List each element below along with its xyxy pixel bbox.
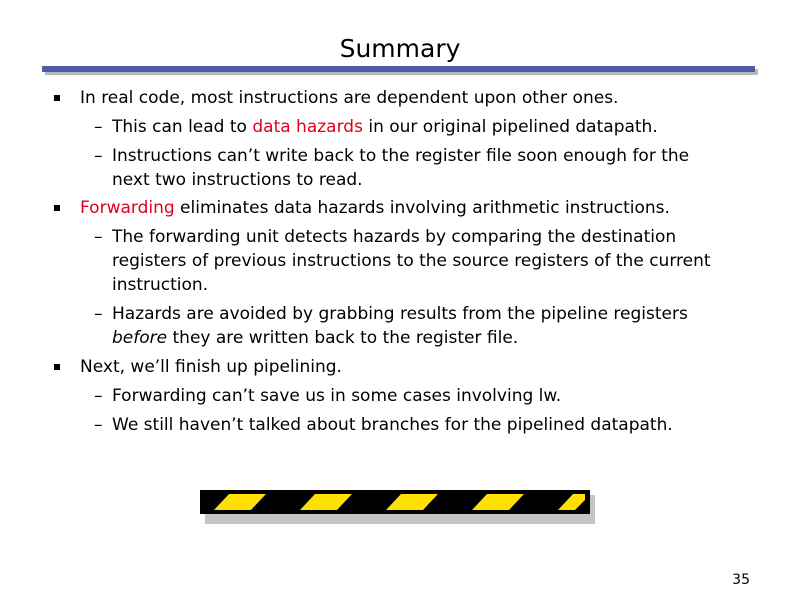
bullet-2-text: eliminates data hazards involving arithmetic instructions. [174,198,670,218]
bullet-2-sub-2 [94,302,762,350]
dash-bullet-icon: – [94,146,103,166]
square-bullet-icon [54,205,60,211]
sub-line-1: The forwarding unit detects hazards by comparing the destination [112,227,677,247]
bullet-3-sub-2 [94,413,762,437]
sub-text: We still haven’t talked about branches for the pipelined datapath. [112,415,673,435]
sub-text-pre: This can lead to [112,117,253,137]
bullet-1-sub-2 [94,144,762,192]
bullet-2-sub-1 [94,225,762,297]
bullet-1 [80,86,770,110]
sub-line-1: Hazards are avoided by grabbing results from the pipeline registers [112,304,688,324]
sub-text: Forwarding can’t save us in some cases involving lw. [112,386,562,406]
before-italic: before [112,328,168,348]
caution-barrier-icon [200,490,590,514]
sub-line-2: next two instructions to read. [112,170,363,190]
square-bullet-icon [54,95,60,101]
square-bullet-icon [54,364,60,370]
sub-line-2: registers of previous instructions to the source registers of the current [112,251,711,271]
bullet-3-sub-1 [94,384,762,408]
page-number: 35 [732,572,750,588]
bullet-2 [80,196,770,220]
sub-line-2-rest: they are written back to the register file. [167,328,519,348]
sub-text-post: in our original pipelined datapath. [362,117,658,137]
forwarding-highlight: Forwarding [80,198,175,218]
slide-title: Summary [339,34,461,63]
bullet-3-text: Next, we’ll finish up pipelining. [80,357,342,377]
dash-bullet-icon: – [94,227,103,247]
dash-bullet-icon: – [94,386,103,406]
dash-bullet-icon: – [94,304,103,324]
data-hazards-highlight: data hazards [252,117,363,137]
bullet-1-text: In real code, most instructions are dependent upon other ones. [80,88,619,108]
bullet-3 [80,355,770,379]
bullet-1-sub-1 [94,115,762,139]
title-rule [42,66,755,72]
sub-line-1: Instructions can’t write back to the register file soon enough for the [112,146,690,166]
sub-line-2 [112,326,762,350]
dash-bullet-icon: – [94,117,103,137]
dash-bullet-icon: – [94,415,103,435]
sub-line-3: instruction. [112,275,209,295]
